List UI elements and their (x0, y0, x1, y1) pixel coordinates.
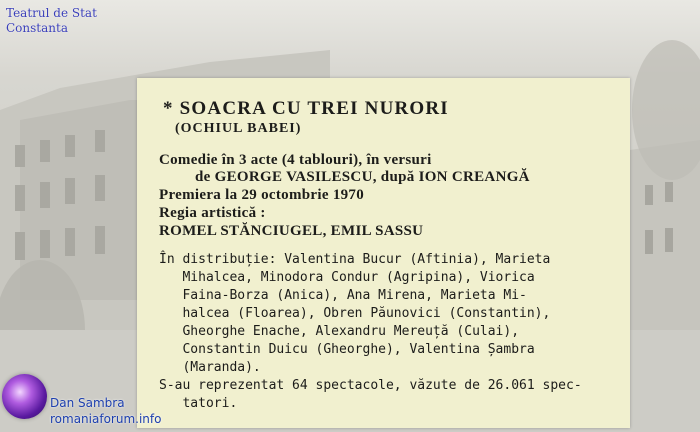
author-watermark: Dan Sambra (50, 396, 125, 410)
distribution-line: Gheorghe Enache, Alexandru Mereuță (Culai), (159, 324, 520, 339)
theatre-name: Teatrul de Stat (6, 6, 97, 20)
theatre-watermark (6, 6, 97, 36)
distribution-line: Mihalcea, Minodora Condur (Agripina), Viorica (159, 270, 535, 285)
distribution-line: În distribuție: Valentina Bucur (Aftinia), Marieta (159, 252, 551, 267)
direction-label: Regia artistică : (159, 205, 266, 221)
author-line: de GEORGE VASILESCU, după ION CREANGĂ (195, 169, 530, 185)
forum-logo-icon (2, 374, 47, 419)
genre-line: Comedie în 3 acte (4 tablouri), în versuri (159, 152, 432, 168)
play-info-card (137, 78, 630, 428)
play-subtitle: (OCHIUL BABEI) (175, 121, 302, 136)
performances-line: S-au reprezentat 64 spectacole, văzute de 26.061 spec- (159, 378, 582, 393)
distribution-line: (Maranda). (159, 360, 261, 375)
directors-line: ROMEL STĂNCIUGEL, EMIL SASSU (159, 223, 424, 239)
theatre-city: Constanta (6, 21, 68, 35)
play-title: * SOACRA CU TREI NURORI (163, 98, 449, 119)
premiere-line: Premiera la 29 octombrie 1970 (159, 187, 365, 203)
distribution-line: Faina-Borza (Anica), Ana Mirena, Marieta Mi- (159, 288, 527, 303)
distribution-line: Constantin Duicu (Gheorghe), Valentina Șambra (159, 342, 535, 357)
site-watermark: romaniaforum.info (50, 412, 162, 426)
distribution-line: halcea (Floarea), Obren Păunovici (Constantin), (159, 306, 551, 321)
spectators-line: tatori. (159, 396, 238, 411)
